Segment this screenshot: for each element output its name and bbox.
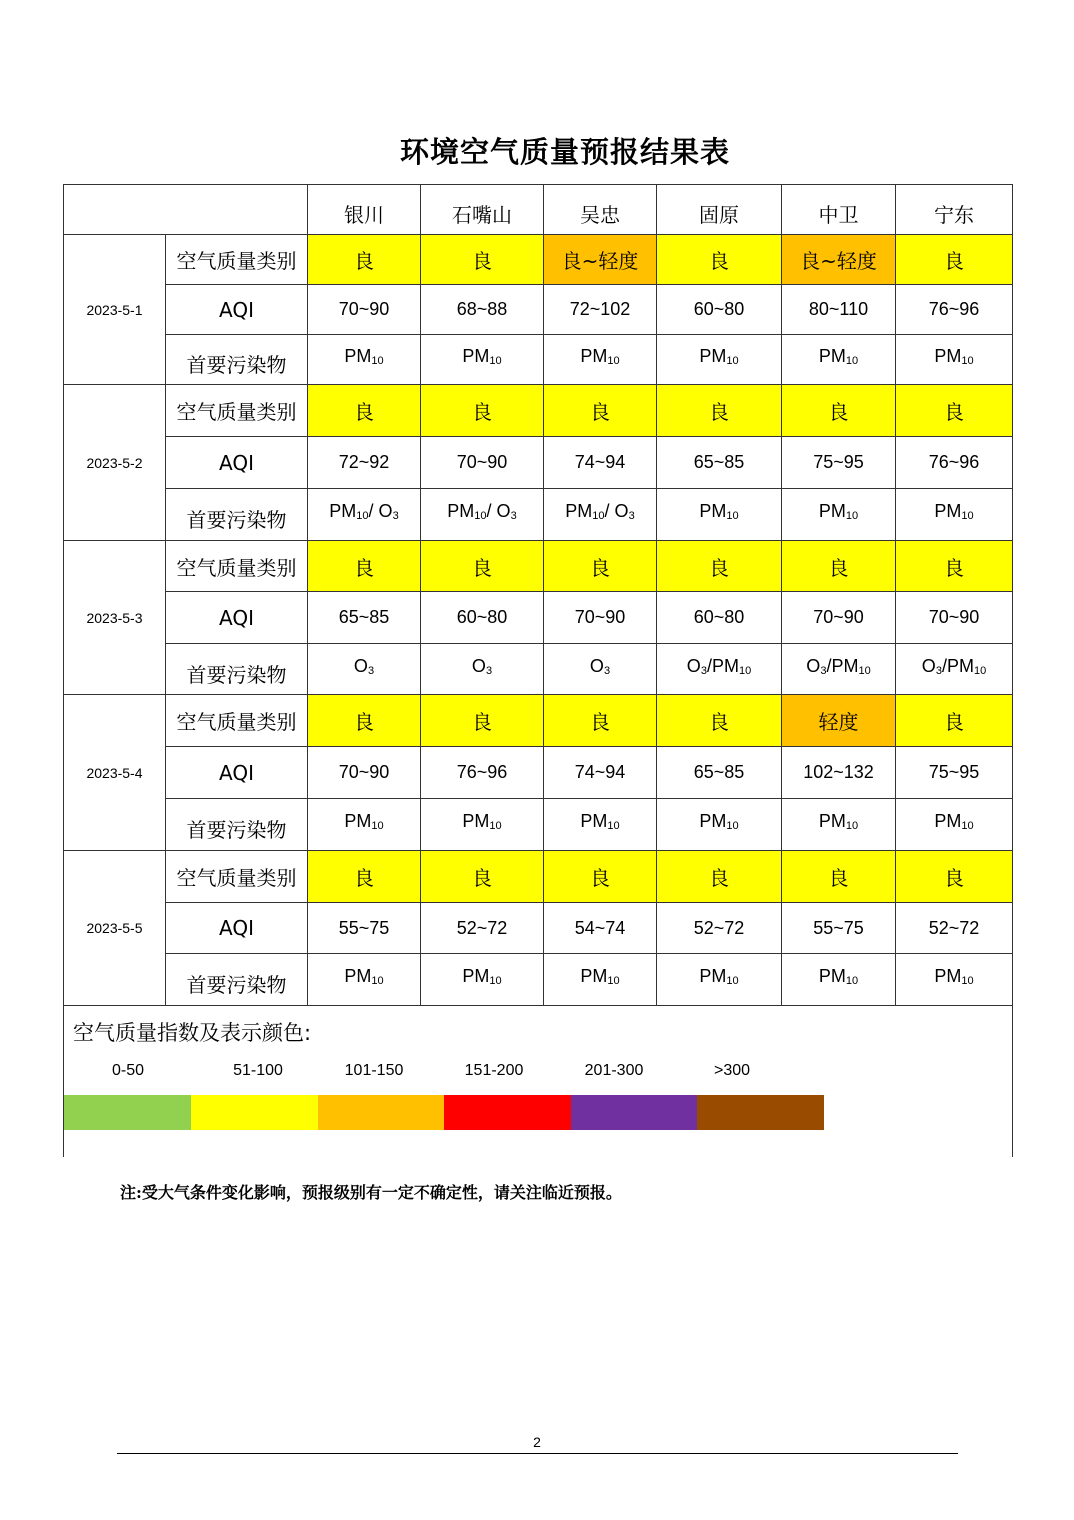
row-label-category: 空气质量类别 <box>166 695 308 747</box>
aqi-cell: 75~95 <box>782 437 896 489</box>
pollutant-value: $PM_{10}$ <box>344 811 384 832</box>
pollutant-cell <box>657 489 782 541</box>
aqi-cell: 70~90 <box>896 592 1013 644</box>
category-cell: 良 <box>896 385 1013 437</box>
header-corner-cell <box>64 185 308 235</box>
aqi-cell: 74~94 <box>544 747 657 799</box>
pollutant-value: $PM_{10}$ <box>580 346 620 367</box>
row-label-pollutant-cell <box>166 954 308 1006</box>
date-cell: 2023-5-2 <box>64 385 166 541</box>
pollutant-value: $PM_{10}$ <box>934 346 974 367</box>
city-header: 中卫 <box>782 185 896 235</box>
aqi-row <box>64 437 1013 489</box>
row-label-category: 空气质量类别 <box>166 851 308 903</box>
pollutant-cell <box>782 489 896 541</box>
category-row <box>64 385 1013 437</box>
aqi-cell: 75~95 <box>896 747 1013 799</box>
pollutant-value: $PM_{10}/$ $O_3$ <box>447 501 517 522</box>
category-cell: 良 <box>782 541 896 592</box>
pollutant-value: $O_3$ <box>589 655 611 677</box>
aqi-row <box>64 747 1013 799</box>
pollutant-value: $PM_{10}$ <box>934 811 974 832</box>
aqi-cell: 74~94 <box>544 437 657 489</box>
pollutant-cell <box>421 335 544 385</box>
category-row <box>64 851 1013 903</box>
aqi-cell: 70~90 <box>544 592 657 644</box>
aqi-cell: 102~132 <box>782 747 896 799</box>
pollutant-cell <box>896 644 1013 695</box>
pollutant-value: $O_3/PM_{10}$ <box>686 655 752 677</box>
date-cell: 2023-5-1 <box>64 235 166 385</box>
date-cell: 2023-5-4 <box>64 695 166 851</box>
page-title: 环境空气质量预报结果表 <box>399 135 730 169</box>
pollutant-value: $PM_{10}$ <box>462 346 502 367</box>
aqi-cell: 52~72 <box>657 903 782 954</box>
legend-color-swatch <box>444 1095 571 1130</box>
pollutant-cell <box>657 799 782 851</box>
pollutant-cell <box>657 954 782 1006</box>
legend-color-swatch <box>571 1095 698 1130</box>
pollutant-value: $PM_{10}$ <box>818 966 859 987</box>
category-cell: 良 <box>421 695 544 747</box>
pollutant-cell <box>544 954 657 1006</box>
category-row <box>64 541 1013 592</box>
category-cell: 良 <box>782 851 896 903</box>
category-cell: 良 <box>657 851 782 903</box>
pollutant-value: $PM_{10}$ <box>344 966 384 987</box>
row-label-pollutant: 首要污染物 <box>186 662 287 687</box>
pollutant-value: $PM_{10}$ <box>580 811 620 832</box>
category-cell: 良 <box>421 851 544 903</box>
pollutant-cell <box>657 644 782 695</box>
aqi-cell: 70~90 <box>421 437 544 489</box>
pollutant-value: $PM_{10}$ <box>818 346 859 367</box>
pollutant-cell <box>544 489 657 541</box>
pollutant-cell <box>896 799 1013 851</box>
row-label-pollutant-cell <box>166 799 308 851</box>
legend-range-label: 201-300 <box>584 1062 644 1079</box>
pollutant-value: $PM_{10}/$ $O_3$ <box>565 501 635 522</box>
category-cell: 良 <box>544 541 657 592</box>
aqi-cell: 60~80 <box>421 592 544 644</box>
pollutant-value: $PM_{10}$ <box>934 501 974 522</box>
aqi-cell: 72~92 <box>308 437 421 489</box>
pollutant-value: $O_3$ <box>353 655 375 677</box>
category-cell: 良 <box>896 541 1013 592</box>
category-cell: 良 <box>308 385 421 437</box>
forecast-note: 注:受大气条件变化影响，预报级别有一定不确定性，请关注临近预报。 <box>120 1183 622 1202</box>
row-label-category: 空气质量类别 <box>166 235 308 285</box>
aqi-row <box>64 285 1013 335</box>
legend-color-swatch <box>64 1095 191 1130</box>
pollutant-cell <box>782 954 896 1006</box>
aqi-cell: 65~85 <box>308 592 421 644</box>
pollutant-cell <box>782 644 896 695</box>
pollutant-cell <box>308 335 421 385</box>
row-label-aqi: AQI <box>166 747 308 799</box>
city-header: 固原 <box>657 185 782 235</box>
date-cell: 2023-5-5 <box>64 851 166 1006</box>
category-cell: 良~轻度 <box>782 235 896 285</box>
pollutant-value: $PM_{10}$ <box>462 966 502 987</box>
aqi-cell: 76~96 <box>896 437 1013 489</box>
pollutant-cell <box>308 954 421 1006</box>
city-header: 石嘴山 <box>421 185 544 235</box>
row-label-pollutant: 首要污染物 <box>186 818 287 842</box>
category-cell: 良 <box>544 695 657 747</box>
pollutant-cell <box>544 799 657 851</box>
pollutant-cell <box>782 799 896 851</box>
legend-range-label: 51-100 <box>233 1062 283 1079</box>
pollutant-value: $PM_{10}$ <box>818 811 859 832</box>
pollutant-cell <box>782 335 896 385</box>
aqi-cell: 55~75 <box>308 903 421 954</box>
aqi-cell: 80~110 <box>782 285 896 335</box>
forecast-table <box>63 184 1013 1006</box>
row-label-pollutant-cell <box>166 644 308 695</box>
category-cell: 良 <box>657 695 782 747</box>
pollutant-row <box>64 489 1013 541</box>
pollutant-value: $PM_{10}$ <box>699 501 739 522</box>
aqi-cell: 54~74 <box>544 903 657 954</box>
pollutant-value: $PM_{10}$ <box>344 346 384 367</box>
aqi-cell: 68~88 <box>421 285 544 335</box>
city-header: 吴忠 <box>544 185 657 235</box>
pollutant-cell <box>421 644 544 695</box>
pollutant-cell <box>896 954 1013 1006</box>
pollutant-value: $PM_{10}$ <box>699 811 739 832</box>
category-cell: 轻度 <box>782 695 896 747</box>
aqi-cell: 65~85 <box>657 747 782 799</box>
pollutant-value: $PM_{10}$ <box>699 966 739 987</box>
aqi-cell: 76~96 <box>896 285 1013 335</box>
aqi-row <box>64 903 1013 954</box>
aqi-cell: 72~102 <box>544 285 657 335</box>
pollutant-value: $PM_{10}$ <box>580 966 620 987</box>
aqi-cell: 70~90 <box>308 285 421 335</box>
pollutant-value: $PM_{10}$ <box>699 346 739 367</box>
pollutant-value: $PM_{10}$ <box>462 811 502 832</box>
pollutant-cell <box>896 489 1013 541</box>
category-cell: 良~轻度 <box>544 235 657 285</box>
category-cell: 良 <box>896 695 1013 747</box>
aqi-cell: 70~90 <box>782 592 896 644</box>
pollutant-cell <box>544 644 657 695</box>
category-cell: 良 <box>421 541 544 592</box>
pollutant-cell <box>308 644 421 695</box>
category-cell: 良 <box>657 541 782 592</box>
category-cell: 良 <box>308 695 421 747</box>
row-label-pollutant-cell <box>166 489 308 541</box>
legend-color-swatch <box>191 1095 318 1130</box>
legend-color-swatch <box>318 1095 445 1130</box>
category-cell: 良 <box>544 385 657 437</box>
pollutant-row <box>64 799 1013 851</box>
category-cell: 良 <box>896 235 1013 285</box>
row-label-pollutant-cell <box>166 335 308 385</box>
category-cell: 良 <box>421 235 544 285</box>
aqi-cell: 65~85 <box>657 437 782 489</box>
row-label-category: 空气质量类别 <box>166 541 308 592</box>
pollutant-value: $O_3/PM_{10}$ <box>921 655 987 677</box>
category-cell: 良 <box>308 851 421 903</box>
pollutant-value: $O_3/PM_{10}$ <box>806 655 871 677</box>
aqi-cell: 52~72 <box>421 903 544 954</box>
pollutant-value: $O_3$ <box>471 655 493 677</box>
category-cell: 良 <box>308 541 421 592</box>
category-cell: 良 <box>896 851 1013 903</box>
aqi-cell: 52~72 <box>896 903 1013 954</box>
pollutant-cell <box>421 799 544 851</box>
row-label-aqi: AQI <box>166 592 308 644</box>
row-label-pollutant: 首要污染物 <box>186 353 287 377</box>
category-cell: 良 <box>657 235 782 285</box>
aqi-cell: 60~80 <box>657 592 782 644</box>
city-header: 宁东 <box>896 185 1013 235</box>
aqi-row <box>64 592 1013 644</box>
pollutant-row <box>64 954 1013 1006</box>
pollutant-row <box>64 644 1013 695</box>
legend-color-swatch <box>697 1095 824 1130</box>
row-label-aqi: AQI <box>166 903 308 954</box>
aqi-cell: 55~75 <box>782 903 896 954</box>
aqi-cell: 76~96 <box>421 747 544 799</box>
category-cell: 良 <box>657 385 782 437</box>
pollutant-value: $PM_{10}$ <box>818 501 859 522</box>
pollutant-cell <box>421 954 544 1006</box>
row-label-pollutant: 首要污染物 <box>186 973 287 997</box>
row-label-aqi: AQI <box>166 437 308 489</box>
legend-range-label: 101-150 <box>344 1062 404 1079</box>
aqi-cell: 60~80 <box>657 285 782 335</box>
category-row <box>64 695 1013 747</box>
category-cell: 良 <box>421 385 544 437</box>
pollutant-cell <box>544 335 657 385</box>
category-cell: 良 <box>308 235 421 285</box>
pollutant-value: $PM_{10}/$ $O_3$ <box>329 501 399 522</box>
legend-range-label: >300 <box>713 1062 751 1079</box>
category-cell: 良 <box>544 851 657 903</box>
category-cell: 良 <box>782 385 896 437</box>
footer-divider <box>117 1453 958 1454</box>
pollutant-cell <box>896 335 1013 385</box>
pollutant-cell <box>657 335 782 385</box>
date-cell: 2023-5-3 <box>64 541 166 695</box>
category-row <box>64 235 1013 285</box>
header-row <box>64 185 1013 235</box>
pollutant-cell <box>308 489 421 541</box>
pollutant-row <box>64 335 1013 385</box>
page-number: 2 <box>533 1434 541 1450</box>
pollutant-value: $PM_{10}$ <box>934 966 974 987</box>
row-label-aqi: AQI <box>166 285 308 335</box>
pollutant-cell <box>308 799 421 851</box>
legend-range-label: 0-50 <box>111 1062 145 1079</box>
row-label-pollutant: 首要污染物 <box>186 508 287 532</box>
city-header: 银川 <box>308 185 421 235</box>
legend-title: 空气质量指数及表示颜色: <box>73 1021 312 1045</box>
pollutant-cell <box>421 489 544 541</box>
legend-range-label: 151-200 <box>464 1062 524 1079</box>
aqi-cell: 70~90 <box>308 747 421 799</box>
row-label-category: 空气质量类别 <box>166 385 308 437</box>
